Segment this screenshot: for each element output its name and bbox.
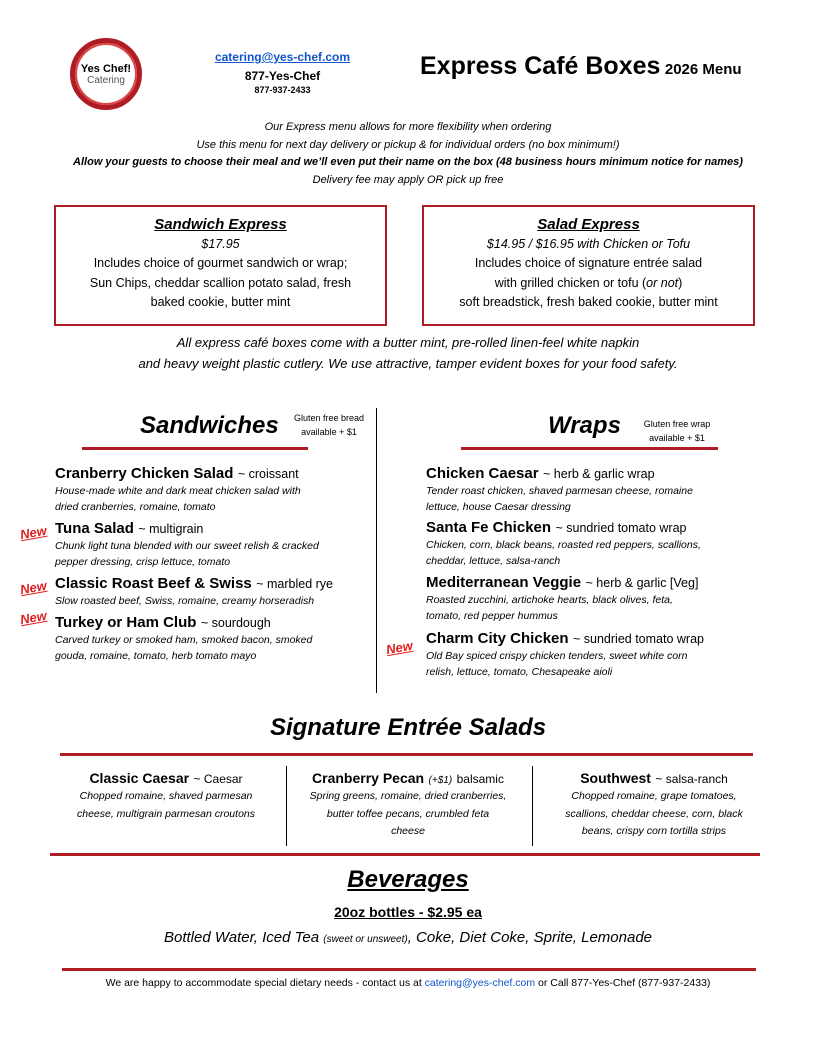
intro-line: Use this menu for next day delivery or pickup & for individual orders (no box minimum!) [196,138,620,151]
beverage-list: Bottled Water, Iced Tea (sweet or unsweet), Coke, Diet Coke, Sprite, Lemonade [163,929,653,946]
note-line: All express café boxes come with a butter mint, pre-rolled linen-feel white napkin [176,335,640,350]
intro [0,119,816,189]
box-line: Includes choice of gourmet sandwich or wrap; [93,256,348,270]
footer: We are happy to accommodate special dietary needs - contact us at catering@yes-chef.com or Call 877-Yes-Chef (877-937-2433) [105,977,711,989]
beverages-heading: Beverages [347,866,469,893]
menu-item: Mediterranean Veggie ~ herb & garlic [Veg] Roasted zucchini, artichoke hearts, black olives, feta, tomato, red pepper hummus [426,574,699,622]
menu-item: Turkey or Ham Club ~ sourdough Carved turkey or smoked ham, smoked bacon, smoked gouda, romaine, tomato, herb tomato mayo [55,614,313,662]
divider [461,447,718,450]
gluten-free-note: Gluten free bread available + $1 [293,413,365,437]
footer-email-link[interactable]: catering@yes-chef.com [424,977,536,989]
divider [62,968,756,971]
email-link[interactable]: catering@yes-chef.com [214,50,351,64]
salad-express-box [422,205,755,326]
gluten-free-note: Gluten free wrap available + $1 [643,419,711,443]
divider [60,753,753,756]
divider [50,853,760,856]
intro-line: Delivery fee may apply OR pick up free [312,173,504,186]
sandwiches-heading: Sandwiches [140,412,279,439]
column-divider [286,766,287,846]
intro-line: Allow your guests to choose their meal and we’ll even put their name on the box (48 business hours minimum notice for names) [73,156,743,168]
new-badge: New [18,607,48,628]
phone-number: 877-937-2433 [254,85,311,95]
box-price: $14.95 / $16.95 with Chicken or Tofu [486,236,691,251]
menu-item: Cranberry Chicken Salad ~ croissant House-made white and dark meat chicken salad with dried cranberries, romaine, tomato [55,465,301,513]
new-badge: New [18,522,48,543]
divider [82,447,308,450]
menu-item: Tuna Salad ~ multigrain Chunk light tuna blended with our sweet relish & cracked pepper dressing, crisp lettuce, tomato [55,520,319,568]
box-title: Salad Express [537,216,640,233]
menu-item: Charm City Chicken ~ sundried tomato wrap Old Bay spiced crispy chicken tenders, sweet white corn relish, lettuce, tomato, Chesapeake aioli [426,630,704,678]
box-line: with grilled chicken or tofu (or not) [494,275,683,290]
sandwich-express-box [54,205,387,326]
menu-item: Santa Fe Chicken ~ sundried tomato wrap Chicken, corn, black beans, roasted red peppers, scallions, cheddar, lettuce, salsa-ranch [426,519,701,567]
salad-item: Cranberry Pecan (+$1) balsamic Spring greens, romaine, dried cranberries, butter toffee pecans, crumbled feta cheese [309,770,507,837]
new-badge: New [384,637,414,658]
menu-item: Chicken Caesar ~ herb & garlic wrap Tender roast chicken, shaved parmesan cheese, romaine lettuce, house Caesar dressing [426,465,693,513]
intro-line: Our Express menu allows for more flexibility when ordering [264,121,552,133]
box-line: Sun Chips, cheddar scallion potato salad, fresh [89,275,352,290]
menu-item: Classic Roast Beef & Swiss ~ marbled rye Slow roasted beef, Swiss, romaine, creamy horseradish [55,575,333,607]
page-title [420,52,742,81]
wraps-heading: Wraps [548,412,621,439]
contact-block [200,48,365,95]
salad-item: Classic Caesar ~ Caesar Chopped romaine, shaved parmesan cheese, multigrain parmesan croutons [76,770,255,820]
logo-line2: Catering [87,74,125,86]
title: Express Café Boxes [420,52,661,80]
note-line: and heavy weight plastic cutlery. We use attractive, tamper evident boxes for your food safety. [138,356,678,371]
box-title: Sandwich Express [154,216,287,233]
box-line: baked cookie, butter mint [150,295,291,309]
box-price: $17.95 [201,236,240,251]
salads-heading: Signature Entrée Salads [269,714,547,741]
box-note [0,332,816,374]
box-line: Includes choice of signature entrée salad [474,256,703,270]
subtitle: 2026 Menu [664,61,742,78]
phone-name: 877-Yes-Chef [244,69,321,83]
new-badge: New [18,577,48,598]
beverage-price: 20oz bottles - $2.95 ea [334,904,482,920]
salad-item: Southwest ~ salsa-ranch Chopped romaine, grape tomatoes, scallions, cheddar cheese, corn, black beans, crispy corn tortilla strips [565,770,743,837]
logo [70,38,142,110]
logo-line1: Yes Chef! [80,62,132,75]
box-line: soft breadstick, fresh baked cookie, butter mint [459,295,718,309]
column-divider [532,766,533,846]
